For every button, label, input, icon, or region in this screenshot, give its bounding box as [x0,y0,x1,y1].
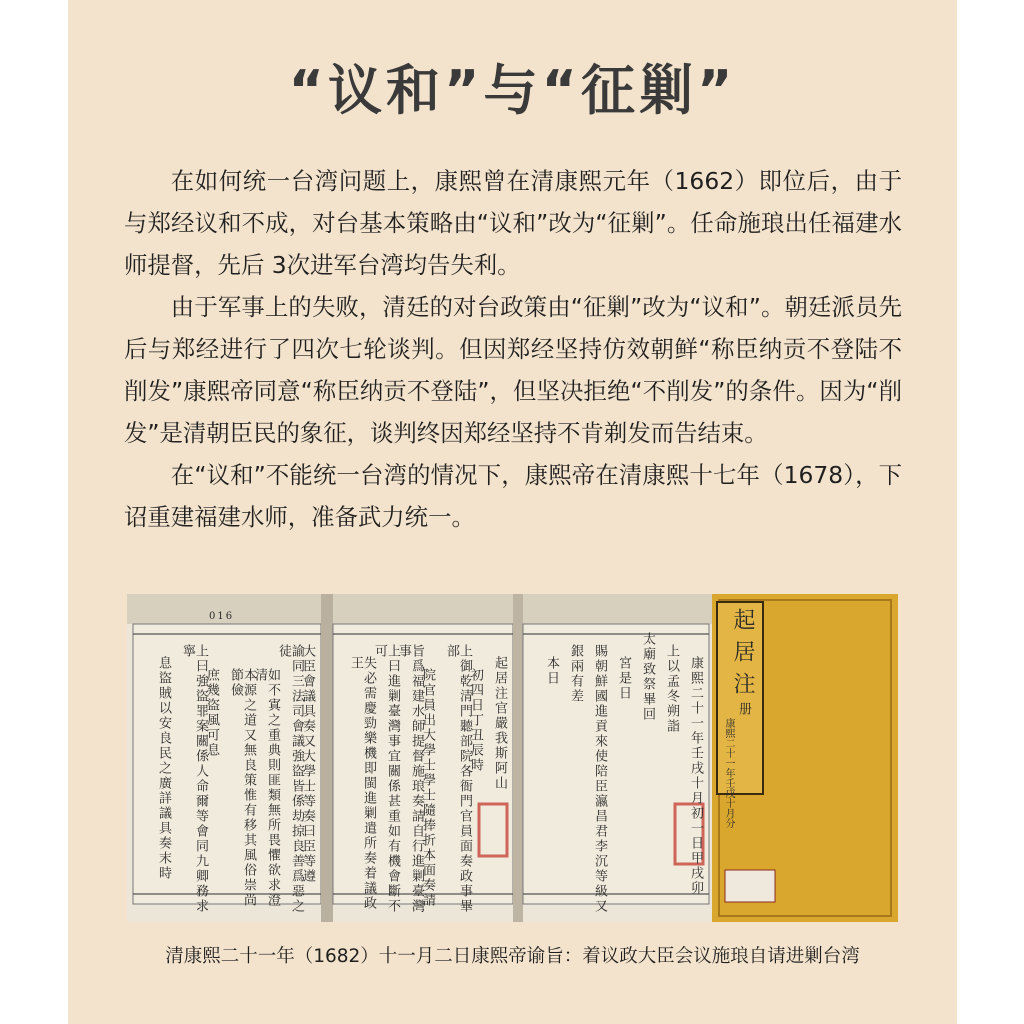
doc-column: 院官員出大學士學士隨捧折本面奏請 [420,668,435,908]
paragraph-3: 在“议和”不能统一台湾的情况下，康熙帝在清康熙十七年（1678），下诏重建福建水师，准备武力统一。 [124,461,902,531]
doc-column: 賜朝鮮國進貢來使陪臣瀛昌君李沉等級又 [592,644,607,914]
doc-column: 上以孟冬朔詣 [664,644,679,734]
doc-column: 諭同三法司會議強盜皆係劫掠良善爲惡之徒 [276,644,304,914]
archival-document-image [127,594,898,922]
paragraph-2: 由于军事上的失败，清廷的对台政策由“征剿”改为“议和”。朝廷派员先后与郑经进行了四次七轮谈判。但因郑经坚持仿效朝鲜“称臣纳贡不登陆不削发”康熙帝同意“称臣纳贡不登陆”，但坚决拒绝“不削发”的条件。因为“削发”是清朝臣民的象征，谈判终因郑经坚持不肯剃发而告结束。 [124,293,902,447]
doc-column: 本源之道又無良策惟有移其風俗崇尚節儉 [228,668,256,908]
doc-column: 旨爲福建水師提督施琅奏請自行進剿臺灣事 [396,644,424,914]
image-caption: 清康熙二十一年（1682）十一月二日康熙帝谕旨：着议政大臣会议施琅自请进剿台湾 [165,946,860,967]
cover-subtitle: 册 [736,702,751,717]
page-number: 016 [209,611,235,622]
doc-column: 初四日丁丑辰時 [468,668,483,773]
cover-date: 康熙二十一年壬戌十月分 [723,718,734,828]
doc-column: 庶幾盜風可息 [204,668,219,758]
doc-column: 息盜賊以安良民之廣詳議具奏末時 [156,656,171,881]
paragraph-1: 在如何统一台湾问题上，康熙曾在清康熙元年（1662）即位后，由于与郑经议和不成，对台基本策略由“议和”改为“征剿”。任命施琅出任福建水师提督，先后 3次进军台湾均告失利。 [124,167,902,279]
doc-column: 如不寘之重典則匪類無所畏懼欲求澄清 [252,668,280,908]
body-text [124,160,902,538]
doc-column: 失必需慶勁樂機即閩進剿遣所奏着議政王 [348,656,376,911]
cover-title: 起居注 [730,608,755,704]
doc-column: 大臣會議具奏又大學士等奏曰臣等遵 [300,644,315,884]
doc-column: 宮是日 [616,656,631,701]
doc-column: 太廟致祭畢回 [640,632,655,722]
doc-column: 上曰強盜罪案關係人命爾等會同九卿務求寧 [180,644,208,914]
doc-column: 銀兩有差 [568,644,583,704]
doc-column: 康熙二十一年壬戌十月初一日甲戌卯 [688,656,703,896]
doc-column: 上御乾清門聽部院各衙門官員面奏政事畢部 [444,644,472,914]
doc-column: 上曰進剿臺灣事宜關係甚重如有機會斷不可 [372,644,400,914]
doc-column: 起居注官嚴我斯阿山 [492,656,507,791]
doc-column: 本日 [544,656,559,686]
page-title: “议和”与“征剿” [288,59,737,122]
